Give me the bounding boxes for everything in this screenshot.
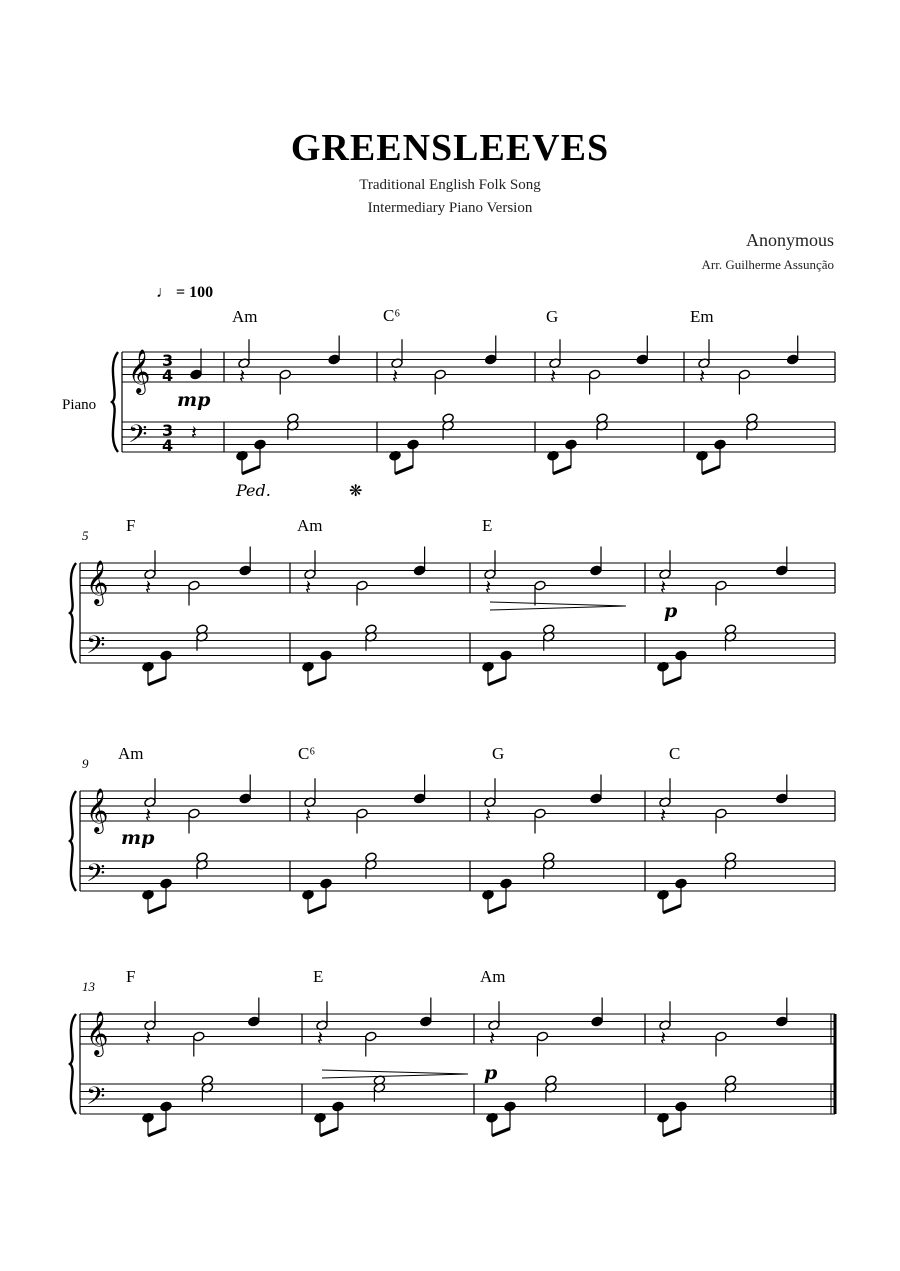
beam: [395, 467, 413, 474]
chord-symbol: Am: [480, 967, 506, 986]
bass-clef-icon: 𝄢: [128, 420, 148, 455]
chord-symbol: G: [492, 744, 505, 763]
notehead: [279, 369, 291, 380]
time-signature: 3: [162, 421, 174, 440]
quarter-rest-icon: 𝄽: [550, 363, 557, 388]
tempo-marking: ♩ = 100: [156, 284, 214, 301]
beam: [553, 467, 571, 474]
dynamic-marking: p: [484, 1062, 498, 1084]
beam: [488, 678, 506, 685]
bass-clef-icon: 𝄢: [86, 631, 106, 666]
notehead: [534, 808, 546, 819]
quarter-rest-icon: 𝄽: [239, 363, 246, 388]
notehead: [193, 1031, 205, 1042]
brace-icon: [112, 352, 118, 452]
treble-clef-icon: 𝄞: [128, 349, 151, 393]
quarter-rest-icon: 𝄽: [699, 363, 706, 388]
measure-number: 13: [82, 979, 95, 994]
composer: Anonymous: [745, 230, 834, 250]
arranger: Arr. Guilherme Assunção: [701, 257, 834, 272]
beam: [148, 906, 166, 913]
notehead: [536, 1031, 548, 1042]
notehead: [239, 565, 251, 576]
notehead: [239, 793, 251, 804]
bass-clef-icon: 𝄢: [86, 859, 106, 894]
beam: [702, 467, 720, 474]
quarter-rest-icon: 𝄽: [145, 802, 152, 827]
notehead: [776, 793, 788, 804]
notehead: [715, 808, 727, 819]
subtitle-genre: Traditional English Folk Song: [359, 177, 541, 193]
quarter-rest-icon: 𝄽: [660, 1025, 667, 1050]
decrescendo-hairpin: [490, 606, 626, 610]
pedal-release-icon: ❋: [349, 481, 363, 500]
beam: [488, 906, 506, 913]
notehead: [590, 565, 602, 576]
notehead: [715, 1031, 727, 1042]
beam: [663, 678, 681, 685]
notehead: [365, 1031, 377, 1042]
treble-clef-icon: 𝄞: [86, 788, 109, 832]
notehead: [413, 565, 425, 576]
dynamic-marking: p: [664, 600, 678, 622]
notehead: [591, 1016, 603, 1027]
notehead: [248, 1016, 260, 1027]
decrescendo-hairpin: [322, 1074, 468, 1078]
decrescendo-hairpin: [490, 602, 626, 606]
notehead: [328, 354, 340, 365]
chord-symbol: E: [313, 967, 324, 986]
quarter-rest-icon: 𝄽: [145, 574, 152, 599]
notehead: [356, 808, 368, 819]
pedal-marking: Ped.: [236, 481, 271, 500]
chord-symbol: F: [126, 516, 136, 535]
notehead: [738, 369, 750, 380]
chord-symbol: Am: [297, 516, 323, 535]
notehead: [590, 793, 602, 804]
notehead: [776, 565, 788, 576]
measure-number: 5: [82, 528, 89, 543]
notehead: [413, 793, 425, 804]
notehead: [188, 808, 200, 819]
time-signature: 4: [162, 436, 174, 455]
beam: [148, 1129, 166, 1136]
quarter-rest-icon: 𝄽: [489, 1025, 496, 1050]
quarter-rest-icon: 𝄽: [660, 802, 667, 827]
quarter-rest-icon: 𝄽: [305, 802, 312, 827]
chord-symbol: G: [546, 307, 559, 326]
notehead: [636, 354, 648, 365]
beam: [492, 1129, 510, 1136]
bass-clef-icon: 𝄢: [86, 1082, 106, 1117]
chord-symbol: F: [126, 967, 136, 986]
quarter-rest-icon: 𝄽: [392, 363, 399, 388]
quarter-rest-icon: 𝄽: [485, 802, 492, 827]
notehead: [188, 580, 200, 591]
decrescendo-hairpin: [322, 1070, 468, 1074]
notehead: [588, 369, 600, 380]
notehead: [787, 354, 799, 365]
beam: [663, 1129, 681, 1136]
chord-symbol: Am: [118, 744, 144, 763]
instrument-label: Piano: [62, 397, 97, 413]
brace-icon: [70, 563, 76, 663]
dynamic-marking: mp: [121, 827, 155, 849]
brace-icon: [70, 791, 76, 891]
notehead: [356, 580, 368, 591]
brace-icon: [70, 1014, 76, 1114]
beam: [663, 906, 681, 913]
time-signature: 3: [162, 351, 174, 370]
quarter-rest-icon: 𝄽: [317, 1025, 324, 1050]
quarter-rest-icon: 𝄽: [305, 574, 312, 599]
dynamic-marking: mp: [177, 389, 211, 411]
song-title: GREENSLEEVES: [290, 127, 610, 169]
quarter-rest-icon: 𝄽: [660, 574, 667, 599]
notehead: [534, 580, 546, 591]
chord-symbol: E: [482, 516, 493, 535]
notehead: [434, 369, 446, 380]
beam: [308, 906, 326, 913]
time-signature: 4: [162, 366, 174, 385]
beam: [308, 678, 326, 685]
beam: [242, 467, 260, 474]
treble-clef-icon: 𝄞: [86, 560, 109, 604]
chord-symbol: C⁶: [383, 306, 401, 325]
subtitle-version: Intermediary Piano Version: [367, 200, 533, 216]
quarter-rest-icon: 𝄽: [485, 574, 492, 599]
treble-clef-icon: 𝄞: [86, 1011, 109, 1055]
chord-symbol: Am: [232, 307, 258, 326]
chord-symbol: Em: [690, 307, 714, 326]
quarter-rest-icon: 𝄽: [145, 1025, 152, 1050]
quarter-note-icon: ♩: [156, 284, 172, 301]
quarter-rest-icon: 𝄽: [191, 420, 198, 445]
beam: [148, 678, 166, 685]
notehead: [190, 369, 202, 380]
notehead: [715, 580, 727, 591]
chord-symbol: C: [669, 744, 681, 763]
notehead: [485, 354, 497, 365]
chord-symbol: C⁶: [298, 744, 316, 763]
measure-number: 9: [82, 756, 89, 771]
beam: [320, 1129, 338, 1136]
notehead: [420, 1016, 432, 1027]
notehead: [776, 1016, 788, 1027]
